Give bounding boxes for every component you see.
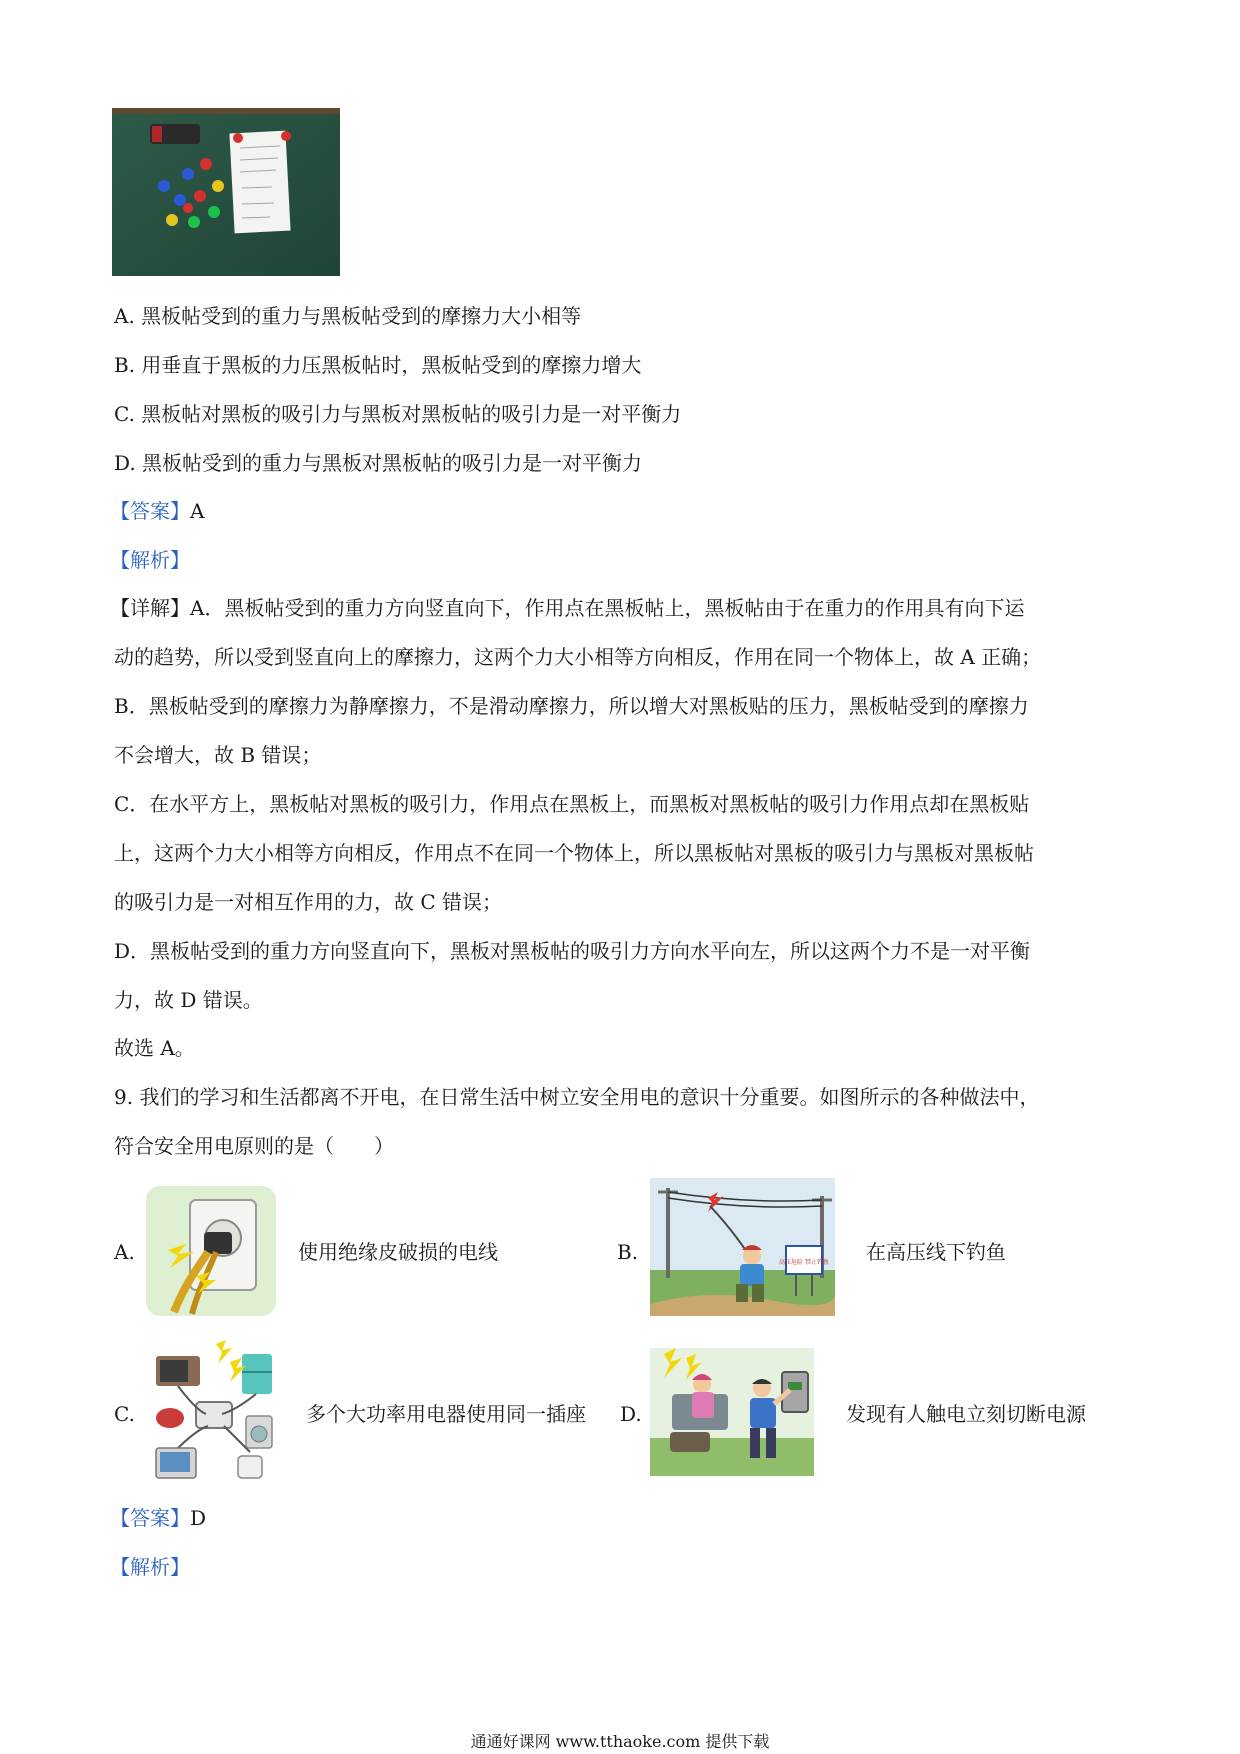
answer-q9: [110, 1504, 206, 1532]
analysis-line: 【详解】A．黑板帖受到的重力方向竖直向下，作用点在黑板帖上，黑板帖由于在重力的作用具有向下运: [110, 596, 1025, 620]
answer-tag: 【答案】: [110, 1506, 190, 1530]
analysis-tag-q8: 【解析】: [110, 548, 190, 572]
option-a: A. 黑板帖受到的重力与黑板帖受到的摩擦力大小相等: [114, 304, 582, 328]
answer-q8: [110, 497, 204, 525]
q9-option-b-letter: B.: [617, 1240, 639, 1264]
analysis-line: D．黑板帖受到的重力方向竖直向下，黑板对黑板帖的吸引力方向水平向左，所以这两个力不是一对平衡: [114, 939, 1031, 963]
damaged-wire-picture: [146, 1186, 276, 1316]
answer-tag: 【答案】: [110, 499, 190, 523]
analysis-tag-q9: 【解析】: [110, 1555, 190, 1579]
fishing-under-power-line-picture: [650, 1178, 835, 1316]
option-c: C. 黑板帖对黑板的吸引力与黑板对黑板帖的吸引力是一对平衡力: [114, 402, 682, 426]
answer-value: A: [190, 499, 205, 523]
analysis-line: 不会增大，故 B 错误；: [114, 743, 322, 767]
overloaded-socket-picture: [146, 1340, 280, 1486]
q9-option-d-text: 发现有人触电立刻切断电源: [846, 1402, 1086, 1426]
q9-option-d-letter: D.: [620, 1402, 642, 1426]
q9-option-c-text: 多个大功率用电器使用同一插座: [306, 1402, 586, 1426]
option-b: B. 用垂直于黑板的力压黑板帖时，黑板帖受到的摩擦力增大: [114, 353, 642, 377]
cut-off-power-picture: [650, 1348, 814, 1476]
option-d: D. 黑板帖受到的重力与黑板对黑板帖的吸引力是一对平衡力: [114, 451, 643, 475]
analysis-line: 动的趋势，所以受到竖直向上的摩擦力，这两个力大小相等方向相反，作用在同一个物体上，故 A 正确；: [114, 645, 1042, 669]
answer-value: D: [190, 1506, 207, 1530]
analysis-line: C．在水平方上，黑板帖对黑板的吸引力，作用点在黑板上，而黑板对黑板帖的吸引力作用点却在黑板贴: [114, 792, 1030, 816]
question-9-line-1: 9. 我们的学习和生活都离不开电，在日常生活中树立安全用电的意识十分重要。如图所示的各种做法中，: [114, 1085, 1040, 1109]
q9-option-a-letter: A.: [114, 1240, 135, 1264]
analysis-line: B．黑板帖受到的摩擦力为静摩擦力，不是滑动摩擦力，所以增大对黑板贴的压力，黑板帖受到的摩擦力: [114, 694, 1029, 718]
analysis-line: 的吸引力是一对相互作用的力，故 C 错误；: [114, 890, 503, 914]
q9-option-c-letter: C.: [114, 1402, 135, 1426]
question-9-line-2: 符合安全用电原则的是（ ）: [114, 1134, 394, 1158]
footer-source: 通通好课网 www.tthaoke.com 提供下载: [470, 1732, 770, 1751]
q9-option-a-text: 使用绝缘皮破损的电线: [298, 1240, 498, 1264]
blackboard-photo: [112, 108, 340, 276]
analysis-line: 上，这两个力大小相等方向相反，作用点不在同一个物体上，所以黑板帖对黑板的吸引力与黑板对黑板帖: [114, 841, 1034, 865]
q9-option-b-text: 在高压线下钓鱼: [866, 1240, 1006, 1264]
analysis-line: 故选 A。: [114, 1036, 195, 1060]
sign-text: 高压危险 禁止钓鱼: [779, 1259, 829, 1266]
analysis-line: 力，故 D 错误。: [114, 988, 263, 1012]
